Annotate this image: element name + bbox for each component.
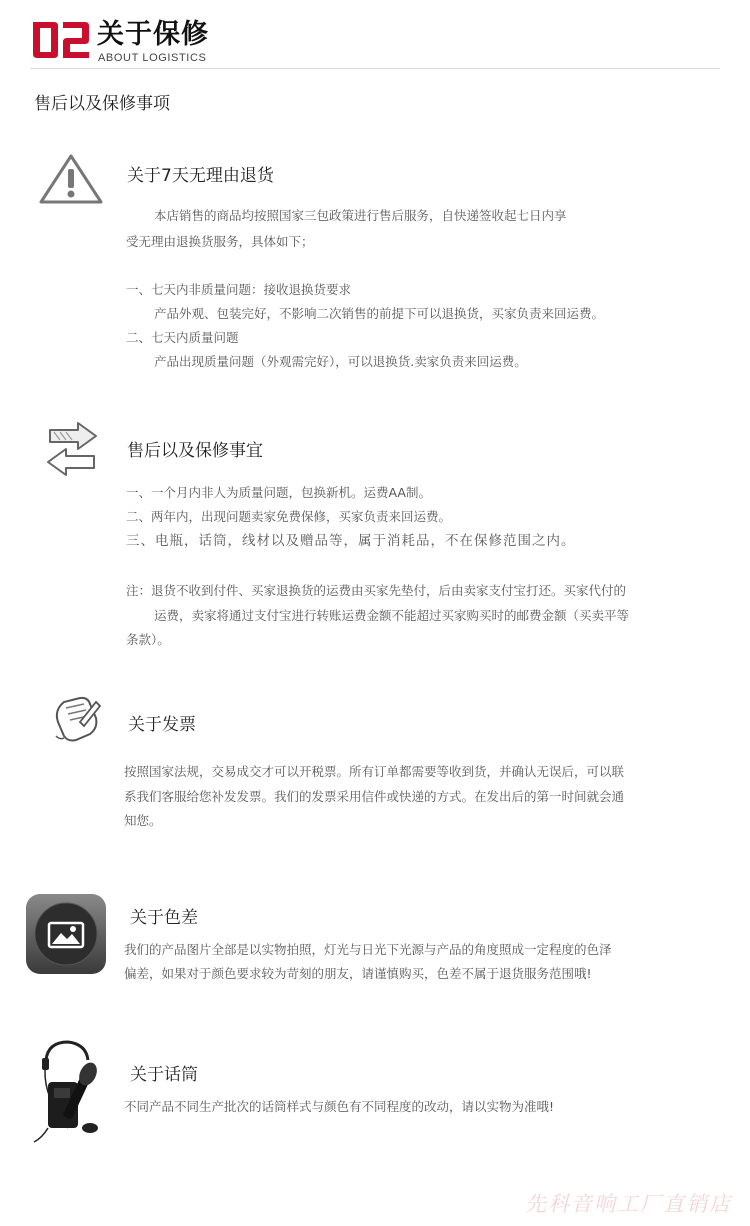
return-item1-detail: 产品外观、包装完好，不影响二次销售的前提下可以退换货，买家负责来回运费。 <box>154 306 605 321</box>
color-title: 关于色差 <box>130 908 198 928</box>
invoice-line3: 知您。 <box>124 813 162 828</box>
header-divider <box>30 68 720 69</box>
return-intro-line1: 本店销售的商品均按照国家三包政策进行售后服务，自快递签收起七日内享 <box>154 208 567 223</box>
section-heading: 售后以及保修事项 <box>34 94 170 114</box>
hand-pen-icon <box>50 692 102 744</box>
warranty-line2: 二、两年内，出现问题卖家免费保修，买家负责来回运费。 <box>126 509 452 524</box>
warranty-note-line2: 运费，卖家将通过支付宝进行转账运费金额不能超过买家购买时的邮费金额（买卖平等 <box>154 608 630 623</box>
invoice-line1: 按照国家法规，交易成交才可以开税票。所有订单都需要等收到货，并确认无误后，可以联 <box>124 764 625 779</box>
microphone-headset-icon <box>28 1038 110 1150</box>
return-item2-detail: 产品出现质量问题（外观需完好），可以退换货.卖家负责来回运费。 <box>154 354 527 369</box>
warranty-line1: 一、一个月内非人为质量问题，包换新机。运费AA制。 <box>126 485 431 500</box>
warranty-note-line3: 条款）。 <box>126 632 170 647</box>
mic-line1: 不同产品不同生产批次的话筒样式与颜色有不同程度的改动，请以实物为准哦! <box>124 1099 555 1114</box>
warranty-line3: 三、电瓶，话筒，线材以及赠品等，属于消耗品，不在保修范围之内。 <box>126 533 576 549</box>
header-title: 关于保修 <box>97 19 209 50</box>
warranty-title: 售后以及保修事宜 <box>127 441 263 461</box>
header-subtitle: ABOUT LOGISTICS <box>98 52 207 64</box>
return-item1: 一、七天内非质量问题：接收退换货要求 <box>126 282 352 297</box>
store-watermark: 先科音响工厂直销店 <box>525 1192 732 1216</box>
invoice-line2: 系我们客服给您补发发票。我们的发票采用信件或快递的方式。在发出后的第一时间就会通 <box>124 789 625 804</box>
section-number-logo <box>30 18 92 66</box>
return-title: 关于7天无理由退货 <box>127 166 274 186</box>
exchange-arrows-icon <box>44 420 100 478</box>
mic-title: 关于话筒 <box>130 1065 198 1085</box>
image-icon <box>25 893 107 975</box>
warning-icon <box>38 153 104 205</box>
color-line1: 我们的产品图片全部是以实物拍照，灯光与日光下光源与产品的角度照成一定程度的色泽 <box>124 942 612 957</box>
return-item2: 二、七天内质量问题 <box>126 330 239 345</box>
color-line2: 偏差，如果对于颜色要求较为苛刻的朋友，请谨慎购买，色差不属于退货服务范围哦! <box>124 966 592 981</box>
invoice-title: 关于发票 <box>128 715 196 735</box>
warranty-note-line1: 注：退货不收到付件、买家退换货的运费由买家先垫付，后由卖家支付宝打还。买家代付的 <box>126 583 627 598</box>
return-intro-line2: 受无理由退换货服务，具体如下； <box>126 234 314 249</box>
